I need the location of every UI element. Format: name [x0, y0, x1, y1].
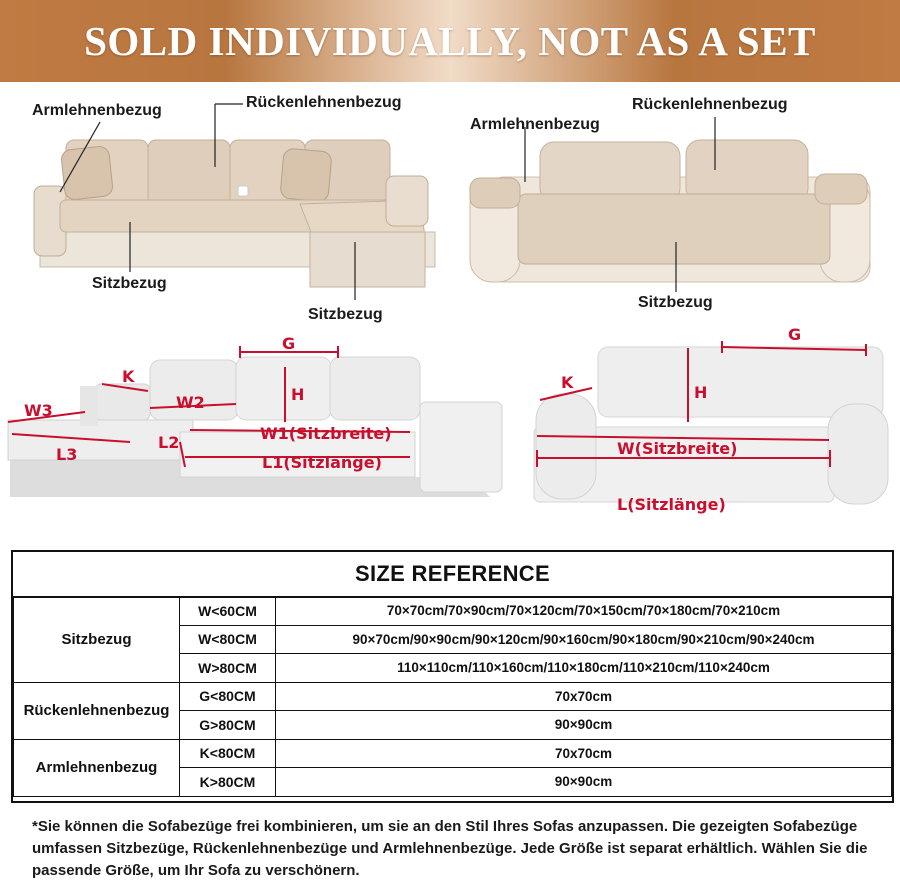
category-cell: Armlehnenbezug: [14, 739, 180, 796]
sectional-sofa-photo: [34, 104, 435, 300]
sizes-cell: 90×70cm/90×90cm/90×120cm/90×160cm/90×180cm/90×210cm/90×240cm: [276, 625, 892, 654]
label-seat-left-a: Sitzbezug: [92, 275, 167, 292]
dim-label-L2: L2: [158, 433, 180, 452]
size-reference-title: SIZE REFERENCE: [13, 552, 892, 598]
sizes-cell: 110×110cm/110×160cm/110×180cm/110×210cm/110×240cm: [276, 654, 892, 683]
condition-cell: W<60CM: [180, 597, 276, 626]
condition-cell: K<80CM: [180, 739, 276, 768]
dim-label-W1: W1(Sitzbreite): [260, 424, 392, 443]
banner-title: SOLD INDIVIDUALLY, NOT AS A SET: [84, 18, 816, 64]
product-illustrations: [0, 82, 900, 540]
condition-cell: W<80CM: [180, 625, 276, 654]
sizes-cell: 70x70cm: [276, 739, 892, 768]
label-seat-left-b: Sitzbezug: [308, 306, 383, 323]
sizes-cell: 90×90cm: [276, 711, 892, 740]
condition-cell: W>80CM: [180, 654, 276, 683]
sizes-cell: 70x70cm: [276, 682, 892, 711]
dim-label-L3: L3: [56, 445, 78, 464]
dim-label-K-right: K: [561, 373, 574, 392]
label-armrest-right: Armlehnenbezug: [470, 116, 600, 133]
condition-cell: G<80CM: [180, 682, 276, 711]
dim-label-H-left: H: [291, 385, 305, 404]
table-row: [14, 739, 892, 768]
sizes-cell: 90×90cm: [276, 768, 892, 797]
category-cell: Sitzbezug: [14, 597, 180, 683]
sofa-illustration-svg: [0, 82, 900, 540]
label-seat-right: Sitzbezug: [638, 294, 713, 311]
label-backrest-left: Rückenlehnenbezug: [246, 94, 402, 111]
dim-label-W-right: W(Sitzbreite): [617, 439, 738, 458]
footnote-text: *Sie können die Sofabezüge frei kombinieren, um sie an den Stil Ihres Sofas anzupassen. Die gezeigten Sofabezüge umfassen Sitzbezüge, Rückenlehnenbezüge und Armlehnenbezüge. Jede Größe ist separat erhältlich. Wählen Sie die passende Größe, um Ihr Sofa zu verschönern.: [32, 818, 868, 879]
condition-cell: K>80CM: [180, 768, 276, 797]
condition-cell: G>80CM: [180, 711, 276, 740]
label-armrest-left: Armlehnenbezug: [32, 102, 162, 119]
straight-dimension-diagram: [534, 325, 888, 514]
dim-label-L1: L1(Sitzlänge): [262, 453, 382, 472]
label-backrest-right: Rückenlehnenbezug: [632, 96, 788, 113]
sectional-dimension-diagram: [8, 334, 502, 497]
dim-label-W3: W3: [24, 401, 53, 420]
dim-label-L-right: L(Sitzlänge): [617, 495, 726, 514]
size-table: [13, 596, 892, 797]
dim-label-W2: W2: [176, 393, 205, 412]
header-banner: [0, 0, 900, 82]
table-row: [14, 597, 892, 626]
dim-label-K-left: K: [122, 367, 135, 386]
table-row: [14, 682, 892, 711]
category-cell: Rückenlehnenbezug: [14, 682, 180, 739]
dim-label-G-right: G: [788, 325, 802, 344]
dim-label-H-right: H: [694, 383, 708, 402]
dim-label-G-left: G: [282, 334, 296, 353]
straight-sofa-photo: [470, 117, 870, 292]
sizes-cell: 70×70cm/70×90cm/70×120cm/70×150cm/70×180cm/70×210cm: [276, 597, 892, 626]
size-reference-table: [11, 550, 894, 803]
